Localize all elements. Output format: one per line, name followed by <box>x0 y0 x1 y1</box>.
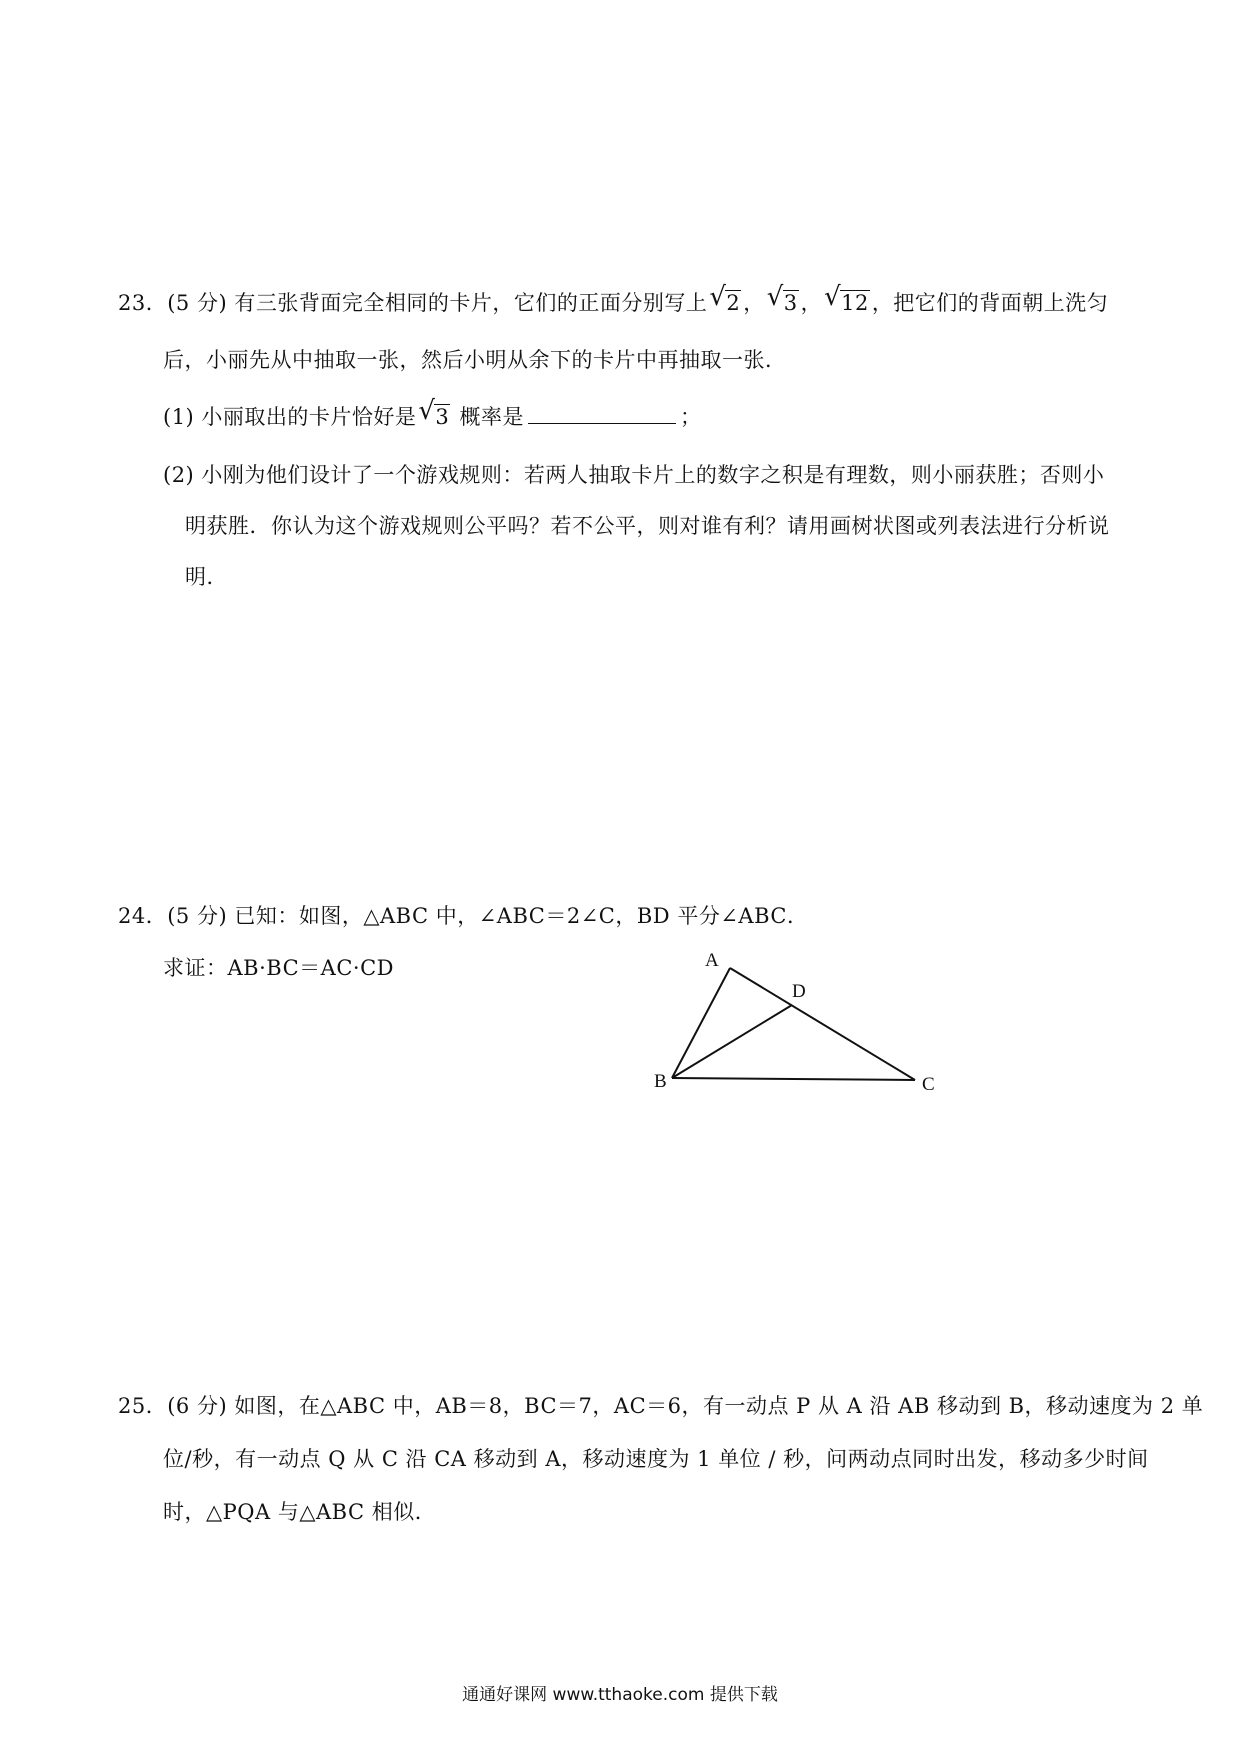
label-d: D <box>792 981 806 1002</box>
segment-bc <box>672 1078 915 1080</box>
q23-line2: 后，小丽先从中抽取一张，然后小明从余下的卡片中再抽取一张． <box>163 348 787 372</box>
sqrt-two: √ 2 <box>709 282 741 315</box>
answer-blank <box>528 401 676 424</box>
q24-line2: 求证：AB·BC＝AC·CD <box>163 956 394 980</box>
sqrt-three-part1: √ 3 <box>418 396 450 429</box>
label-a: A <box>705 950 719 971</box>
label-c: C <box>922 1074 935 1095</box>
q24-line1: 24．(5 分) 已知：如图，△ABC 中，∠ABC＝2∠C，BD 平分∠ABC． <box>118 904 809 928</box>
q25-line1: 25．(6 分) 如图，在△ABC 中，AB＝8，BC＝7，AC＝6，有一动点 P 从 A 沿 AB 移动到 B，移动速度为 2 单 <box>118 1394 1204 1418</box>
q23-part2-line3: 明． <box>185 565 228 589</box>
q23-line1-prefix: 23．(5 分) 有三张背面完全相同的卡片，它们的正面分别写上 <box>118 291 708 315</box>
sqrt-twelve: √ 12 <box>824 282 869 315</box>
q25-line2: 位/秒，有一动点 Q 从 C 沿 CA 移动到 A，移动速度为 1 单位 / 秒，问两动点同时出发，移动多少时间 <box>163 1447 1149 1471</box>
segment-ac <box>730 968 915 1080</box>
label-b: B <box>654 1071 667 1092</box>
sqrt-three: √ 3 <box>766 282 798 315</box>
q25-line3: 时，△PQA 与△ABC 相似． <box>163 1500 437 1524</box>
q23-line1-suffix: ，把它们的背面朝上洗匀 <box>871 291 1109 315</box>
q23-line1: 23．(5 分) 有三张背面完全相同的卡片，它们的正面分别写上 √ 2 ， √ 3 ， √ 12 ，把它们的背面朝上洗匀 <box>118 287 1108 319</box>
footer-text: 通通好课网 www.tthaoke.com 提供下载 <box>462 1685 778 1705</box>
q23-part1: (1) 小丽取出的卡片恰好是 √ 3 概率是 ； <box>163 401 701 433</box>
q23-part2-line1: (2) 小刚为他们设计了一个游戏规则：若两人抽取卡片上的数字之积是有理数，则小丽获胜；否则小 <box>163 463 1105 487</box>
segment-bd <box>672 1005 792 1078</box>
triangle-abc-figure <box>640 945 960 1125</box>
q23-part2-line2: 明获胜．你认为这个游戏规则公平吗？若不公平，则对谁有利？请用画树状图或列表法进行分析说 <box>185 514 1110 538</box>
